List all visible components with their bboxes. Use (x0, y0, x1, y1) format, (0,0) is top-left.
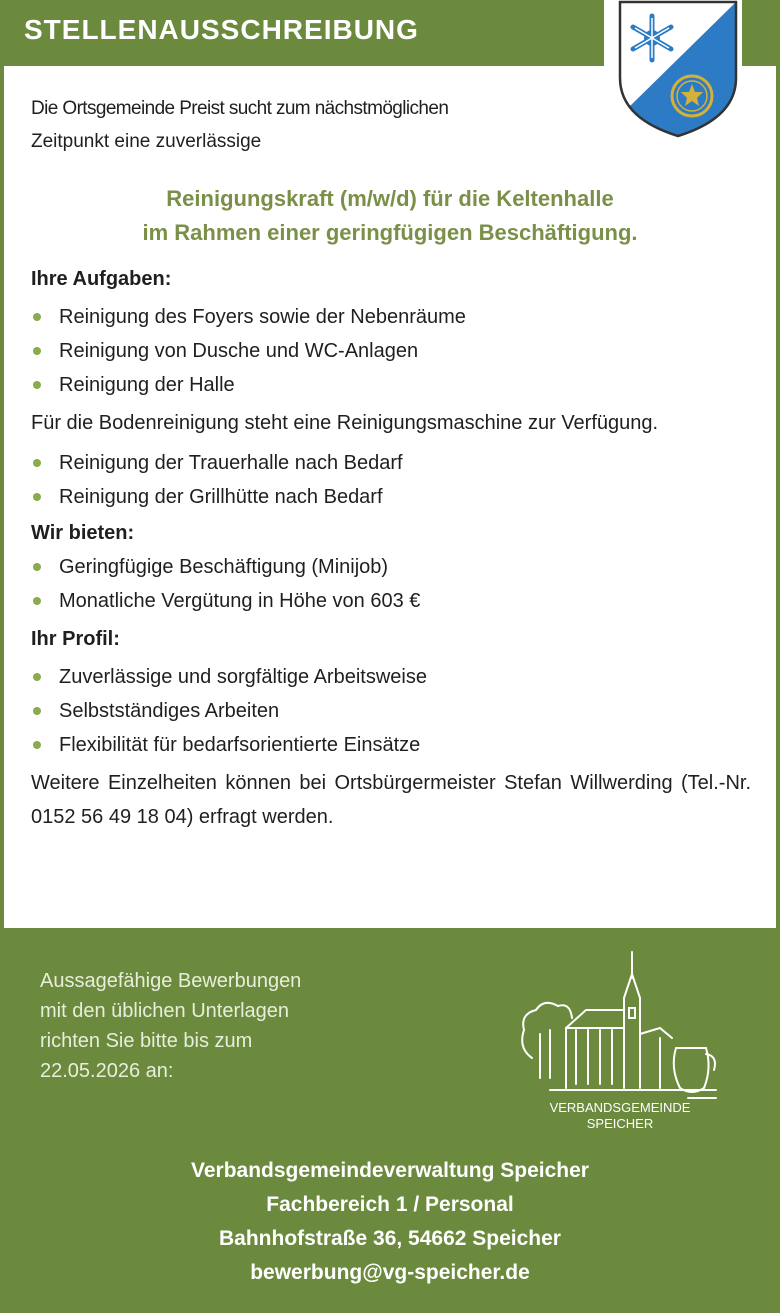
application-line-2: mit den üblichen Unterlagen (40, 1000, 290, 1022)
intro-text (31, 92, 591, 158)
application-section (0, 928, 780, 1313)
bullet-icon (33, 563, 41, 571)
profile-heading: Ihr Profil: (31, 628, 120, 650)
list-item: Selbstständiges Arbeiten (31, 694, 751, 728)
address-line-2: Fachbereich 1 / Personal (266, 1193, 514, 1216)
application-deadline: 22.05.2026 an: (40, 1060, 174, 1082)
application-line-1: Aussagefähige Bewerbungen (40, 970, 302, 992)
vg-logo-text-2: SPEICHER (586, 1116, 654, 1131)
bullet-icon (33, 459, 41, 467)
list-item: Geringfügige Beschäftigung (Minijob) (31, 550, 751, 584)
header-bar-end (742, 0, 780, 66)
bullet-icon (33, 597, 41, 605)
list-item: Reinigung des Foyers sowie der Nebenräume (31, 300, 751, 334)
list-item: Reinigung der Trauerhalle nach Bedarf (31, 446, 751, 480)
list-item: Monatliche Vergütung in Höhe von 603 € (31, 584, 751, 618)
list-item: Reinigung der Grillhütte nach Bedarf (31, 480, 751, 514)
bullet-icon (33, 741, 41, 749)
bullet-icon (33, 493, 41, 501)
list-item: Zuverlässige und sorgfältige Arbeitsweise (31, 660, 751, 694)
job-title (0, 182, 780, 250)
contact-note: Weitere Einzelheiten können bei Ortsbürgermeister Stefan Willwerding (Tel.-Nr. 0152 56 49 18 04) erfragt werden. (31, 772, 751, 828)
intro-line-2: Zeitpunkt eine zuverlässige (31, 131, 262, 152)
application-line-3: richten Sie bitte bis zum (40, 1030, 253, 1052)
list-item: Reinigung der Halle (31, 368, 751, 402)
application-text (40, 966, 380, 1086)
job-title-line-2: im Rahmen einer geringfügigen Beschäftigung. (142, 220, 638, 245)
address-line-1: Verbandsgemeindeverwaltung Speicher (191, 1159, 589, 1182)
bullet-icon (33, 313, 41, 321)
tasks-note: Für die Bodenreinigung steht eine Reinigungsmaschine zur Verfügung. (31, 412, 659, 434)
vg-logo-text-1: VERBANDSGEMEINDE (549, 1100, 691, 1115)
offer-heading: Wir bieten: (31, 522, 135, 544)
email-address: bewerbung@vg-speicher.de (250, 1261, 530, 1284)
offer-list (31, 550, 751, 618)
header-bar (0, 0, 604, 66)
tasks-extra-list (31, 446, 751, 514)
list-item: Flexibilität für bedarfsorientierte Einsätze (31, 728, 751, 762)
bullet-icon (33, 673, 41, 681)
page-title: STELLENAUSSCHREIBUNG (24, 14, 419, 45)
profile-list (31, 660, 751, 762)
bullet-icon (33, 707, 41, 715)
church-logo-icon (510, 938, 730, 1138)
tasks-heading: Ihre Aufgaben: (31, 268, 172, 290)
address-block (0, 1154, 780, 1290)
job-title-line-1: Reinigungskraft (m/w/d) für die Keltenhalle (166, 186, 614, 211)
bullet-icon (33, 381, 41, 389)
intro-line-1: Die Ortsgemeinde Preist sucht zum nächstmöglichen (31, 98, 449, 119)
bullet-icon (33, 347, 41, 355)
list-item: Reinigung von Dusche und WC-Anlagen (31, 334, 751, 368)
coat-of-arms-icon (616, 0, 740, 138)
address-line-3: Bahnhofstraße 36, 54662 Speicher (219, 1227, 561, 1250)
tasks-list (31, 300, 751, 402)
content (31, 262, 751, 840)
